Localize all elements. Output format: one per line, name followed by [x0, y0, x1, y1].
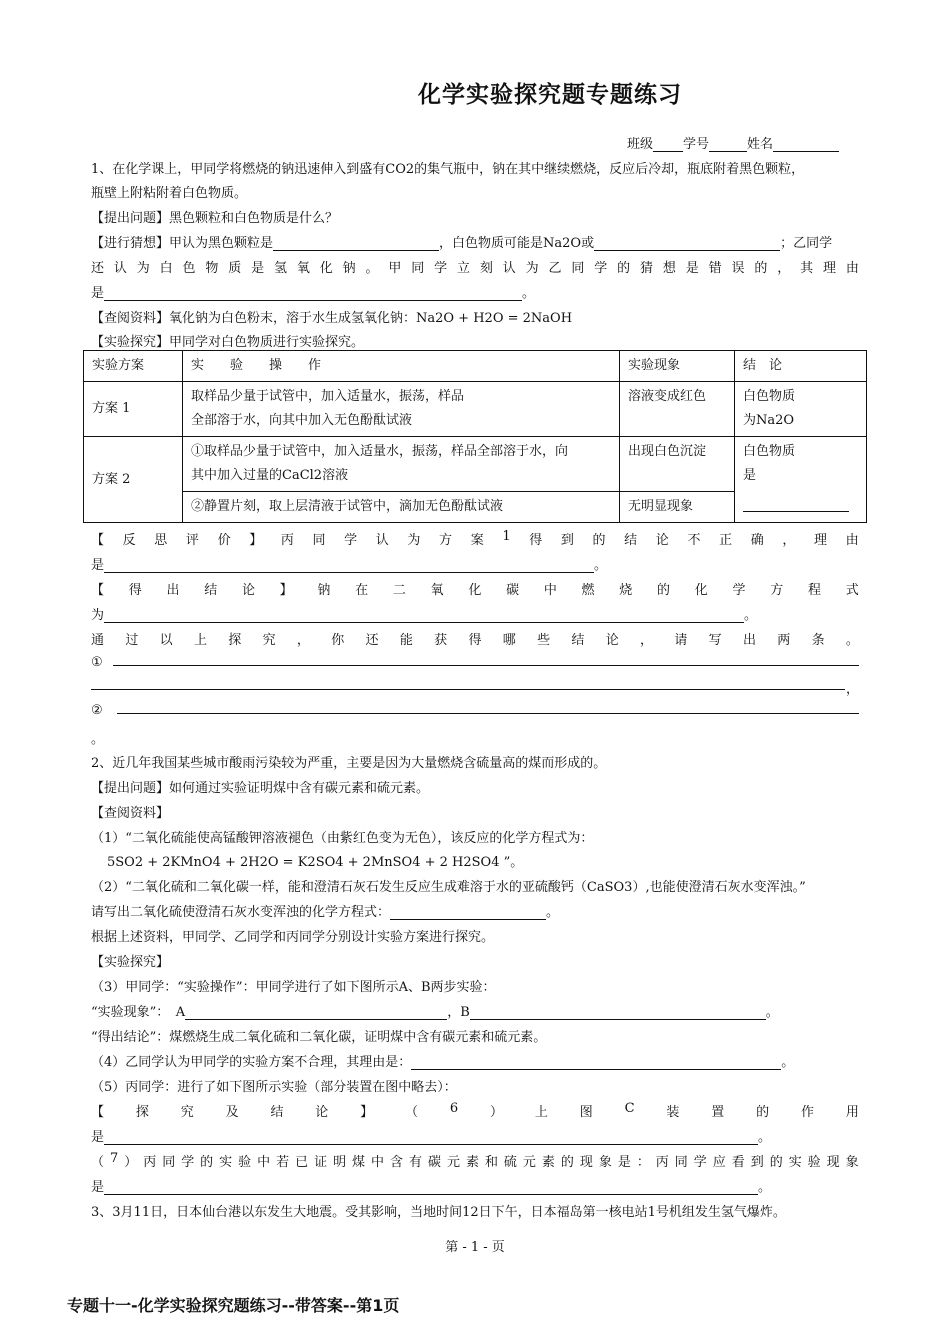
item2-end: 。 [91, 732, 105, 747]
justified-char: 误 [731, 261, 745, 276]
justified-char: 结 [571, 633, 585, 648]
justified-char: 元 [522, 1155, 536, 1170]
justified-char: 得 [128, 583, 142, 598]
justified-char: 含 [390, 1155, 404, 1170]
justified-char: 在 [355, 583, 369, 598]
plan1-operation [183, 382, 620, 437]
justified-char: 学 [434, 261, 448, 276]
justified-char: ： [636, 1155, 650, 1170]
s6-prefix: 是 [91, 1130, 105, 1145]
justified-char: 。 [845, 633, 859, 648]
plan2-op1-line2: 其中加入过量的CaCl2溶液 [191, 468, 349, 483]
info2b-blank[interactable] [390, 906, 546, 920]
s4-end: 。 [781, 1055, 795, 1070]
justified-char: 】 [249, 533, 263, 548]
justified-char: 论 [655, 533, 669, 548]
justified-char: 探 [135, 1105, 149, 1120]
q2-s3-phenomenon [91, 1001, 779, 1020]
justified-char: 些 [537, 633, 551, 648]
justified-char: 案 [470, 533, 484, 548]
justified-char: 的 [756, 1105, 770, 1120]
justified-char: 过 [125, 633, 139, 648]
justified-char: 验 [807, 1155, 821, 1170]
table-row-plan2a [84, 437, 867, 492]
justified-char: 通 [91, 633, 105, 648]
guess-blank-2[interactable] [594, 237, 780, 251]
q1-intro-line1: 1、在化学课上，甲同学将燃烧的钠迅速伸入到盛有CO2的集气瓶中，钠在其中继续燃烧，反应后冷却，瓶底附着黑色颗粒， [91, 162, 805, 177]
item2-blank[interactable] [117, 713, 859, 714]
q1-reflect-line2 [91, 554, 607, 573]
justified-char: 中 [543, 583, 557, 598]
justified-char: 素 [541, 1155, 555, 1170]
justified-char: 得 [468, 633, 482, 648]
justified-char: 由 [845, 533, 859, 548]
justified-char: 是 [617, 1155, 631, 1170]
info2b-text: 请写出二氧化硫使澄清石灰水变浑浊的化学方程式： [91, 905, 391, 920]
justified-char: 不 [687, 533, 701, 548]
justified-char: 同 [162, 1155, 176, 1170]
justified-char: 写 [708, 633, 722, 648]
justified-char: 理 [814, 533, 828, 548]
justified-char: 实 [788, 1155, 802, 1170]
justified-char: ， [777, 261, 791, 276]
page-number: 第 - 1 - 页 [445, 1240, 505, 1255]
justified-char: 的 [617, 261, 631, 276]
plan1-name: 方案 1 [84, 382, 183, 437]
justified-char: 式 [845, 583, 859, 598]
justified-char: 。 [365, 261, 379, 276]
guess-text-a: 【进行猜想】甲认为黑色颗粒是 [91, 236, 274, 251]
justified-char: 【 [91, 533, 105, 548]
class-blank[interactable] [653, 138, 683, 152]
justified-char: 探 [228, 633, 242, 648]
justified-char: 烧 [619, 583, 633, 598]
justified-char: 【 [91, 1105, 105, 1120]
q2-s3: （3）甲同学：“实验操作”：甲同学进行了如下图所示A、B两步实验： [91, 980, 496, 995]
justified-char: 到 [560, 533, 574, 548]
s7-end: 。 [758, 1180, 772, 1195]
justified-char: 学 [344, 533, 358, 548]
justified-char: 碳 [427, 1155, 441, 1170]
header-phenomenon: 实验现象 [620, 351, 735, 382]
justified-char: 学 [693, 1155, 707, 1170]
s7-blank[interactable] [104, 1181, 758, 1195]
item1-blank-2[interactable] [91, 689, 845, 690]
q1-guess-line1 [91, 232, 832, 251]
guess-blank-1[interactable] [273, 237, 439, 251]
justified-char: ） [124, 1155, 138, 1170]
justified-char: 已 [295, 1155, 309, 1170]
justified-char: 其 [800, 261, 814, 276]
document-caption: 专题十一-化学实验探究题练习--带答案--第1页 [67, 1296, 400, 1315]
reflect-end: 。 [594, 558, 608, 573]
justified-char: 是 [685, 261, 699, 276]
justified-char: 思 [154, 533, 168, 548]
justified-char: 学 [181, 1155, 195, 1170]
guess-text-c: ；乙同学 [780, 236, 833, 251]
justified-char: 现 [579, 1155, 593, 1170]
justified-char: 6 [449, 1101, 459, 1116]
justified-char: 同 [312, 533, 326, 548]
justified-char: 丙 [143, 1155, 157, 1170]
justified-char: 究 [262, 633, 276, 648]
justified-char: 丙 [280, 533, 294, 548]
justified-char: 氧 [430, 583, 444, 598]
justified-char: 证 [314, 1155, 328, 1170]
q2-s3-conclusion: “得出结论”：煤燃烧生成二氧化硫和二氧化碳，证明煤中含有碳元素和硫元素。 [91, 1030, 547, 1045]
plan2-conclusion [735, 437, 867, 523]
conclude-blank[interactable] [104, 609, 744, 623]
justified-char: 应 [712, 1155, 726, 1170]
justified-char: 结 [204, 583, 218, 598]
plan1-op-line2: 全部溶于水，向其中加入无色酚酞试液 [191, 413, 413, 428]
q2-equation: 5SO2 + 2KMnO4 + 2H2O = K2SO4 + 2MnSO4 + 2 H2SO4 ”。 [107, 855, 524, 870]
justified-char: 方 [770, 583, 784, 598]
justified-char: 乙 [548, 261, 562, 276]
justified-char: 看 [731, 1155, 745, 1170]
s6-blank[interactable] [104, 1131, 758, 1145]
justified-char: 错 [708, 261, 722, 276]
item2-label: ② [91, 703, 103, 718]
justified-char: 论 [605, 633, 619, 648]
q1-info: 【查阅资料】氧化钠为白色粉末，溶于水生成氢氧化钠：Na2O + H2O = 2NaOH [91, 311, 573, 326]
justified-char: 正 [719, 533, 733, 548]
justified-char: 中 [371, 1155, 385, 1170]
justified-char: 究 [180, 1105, 194, 1120]
plan2-conc-prefix: 是 [743, 468, 757, 483]
justified-char: 和 [484, 1155, 498, 1170]
q2-intro: 2、近几年我国某些城市酸雨污染较为严重，主要是因为大量燃烧含硫量高的煤而形成的。 [91, 756, 607, 771]
q1-intro-line2: 瓶壁上附粘附着白色物质。 [91, 186, 248, 201]
justified-char: 的 [769, 1155, 783, 1170]
justified-char: 的 [560, 1155, 574, 1170]
justified-char: 反 [122, 533, 136, 548]
justified-char: 上 [193, 633, 207, 648]
justified-char: 是 [251, 261, 265, 276]
s4-text: （4）乙同学认为甲同学的实验方案不合理，其理由是： [91, 1055, 412, 1070]
justified-char: 认 [502, 261, 516, 276]
plan1-conclusion [735, 382, 867, 437]
plan2-conc-line2 [743, 464, 858, 512]
justified-char: 同 [674, 1155, 688, 1170]
justified-char: 装 [666, 1105, 680, 1120]
justified-char: 学 [594, 261, 608, 276]
justified-char: 现 [826, 1155, 840, 1170]
s3-blank-b[interactable] [470, 1006, 766, 1020]
item1-label: ① [91, 655, 103, 670]
justified-char: 得 [529, 533, 543, 548]
justified-char: 认 [113, 261, 127, 276]
plan2-operation1 [183, 437, 620, 492]
id-blank[interactable] [709, 138, 747, 152]
item1-end: ， [846, 682, 860, 697]
q2-info: 【查阅资料】 [91, 806, 170, 821]
justified-char: 同 [411, 261, 425, 276]
header-plan: 实验方案 [84, 351, 183, 382]
justified-char: 由 [845, 261, 859, 276]
justified-char: 质 [228, 261, 242, 276]
student-info-row [627, 133, 839, 152]
justified-char: 7 [109, 1151, 119, 1166]
s3-phen-end: 。 [765, 1005, 779, 1020]
q1-reflect-line1 [91, 529, 859, 548]
justified-char: ， [296, 633, 310, 648]
justified-char: （ [91, 1155, 105, 1170]
s6-end: 。 [758, 1130, 772, 1145]
justified-char: 若 [276, 1155, 290, 1170]
justified-char: 有 [409, 1155, 423, 1170]
justified-char: 立 [457, 261, 471, 276]
justified-char: 结 [624, 533, 638, 548]
q1-question: 【提出问题】黑色颗粒和白色物质是什么？ [91, 211, 339, 226]
justified-char: 二 [392, 583, 406, 598]
justified-char: 认 [375, 533, 389, 548]
q2-info2b [91, 901, 559, 920]
justified-char: 为 [407, 533, 421, 548]
reflect-prefix: 是 [91, 558, 105, 573]
guess-text-b: ，白色物质可能是Na2O或 [439, 236, 595, 251]
justified-char: 及 [225, 1105, 239, 1120]
justified-char: 白 [159, 261, 173, 276]
plan1-conc-line2: 为Na2O [743, 413, 795, 428]
justified-char: 图 [579, 1105, 593, 1120]
justified-char: 还 [91, 261, 105, 276]
justified-char: 结 [270, 1105, 284, 1120]
justified-char: 评 [185, 533, 199, 548]
justified-char: 两 [777, 633, 791, 648]
justified-char: 哪 [502, 633, 516, 648]
q2-s7-line2 [91, 1176, 771, 1195]
justified-char: 还 [365, 633, 379, 648]
justified-char: 同 [571, 261, 585, 276]
justified-char: 论 [241, 583, 255, 598]
guess-blank-3[interactable] [104, 287, 522, 301]
justified-char: 为 [525, 261, 539, 276]
table-header-row [84, 351, 867, 382]
q2-question: 【提出问题】如何通过实验证明煤中含有碳元素和硫元素。 [91, 781, 430, 796]
justified-char: ） [490, 1105, 504, 1120]
justified-char: 上 [534, 1105, 548, 1120]
q1-conclude-line2 [91, 604, 757, 623]
justified-char: 用 [845, 1105, 859, 1120]
justified-char: 验 [238, 1155, 252, 1170]
justified-char: 中 [257, 1155, 271, 1170]
justified-char: 燃 [581, 583, 595, 598]
plan2-phenomenon1: 出现白色沉淀 [620, 437, 735, 492]
justified-char: 化 [468, 583, 482, 598]
q1-explore: 【实验探究】甲同学对白色物质进行实验探究。 [91, 335, 365, 350]
plan1-op-line1: 取样品少量于试管中，加入适量水，振荡，样品 [191, 389, 465, 404]
s7-prefix: 是 [91, 1180, 105, 1195]
page-title: 化学实验探究题专题练习 [418, 82, 682, 108]
header-operation: 实 验 操 作 [183, 351, 620, 382]
plan2-operation2: ②静置片刻，取上层清液于试管中，滴加无色酚酞试液 [183, 492, 620, 523]
justified-char: 获 [434, 633, 448, 648]
s4-blank[interactable] [411, 1056, 781, 1070]
justified-char: 方 [439, 533, 453, 548]
justified-char: 能 [399, 633, 413, 648]
justified-char: 元 [446, 1155, 460, 1170]
plan2-op1-line1: ①取样品少量于试管中，加入适量水，振荡，样品全部溶于水，向 [191, 444, 569, 459]
plan2-conc-line1: 白色物质 [743, 444, 796, 459]
q2-explore: 【实验探究】 [91, 955, 170, 970]
justified-char: 煤 [352, 1155, 366, 1170]
justified-char: 条 [811, 633, 825, 648]
s3-phen-a: “实验现象”： A [91, 1005, 186, 1020]
justified-char: 的 [754, 261, 768, 276]
justified-char: 刻 [479, 261, 493, 276]
justified-char: 价 [217, 533, 231, 548]
q2-s7-line1 [91, 1151, 859, 1170]
justified-char: 甲 [388, 261, 402, 276]
justified-char: 程 [807, 583, 821, 598]
justified-char: C [624, 1101, 635, 1116]
justified-char: 钠 [342, 261, 356, 276]
justified-char: 以 [159, 633, 173, 648]
plan2-conc-blank[interactable] [743, 498, 849, 512]
justified-char: 氢 [274, 261, 288, 276]
justified-char: 猜 [640, 261, 654, 276]
q2-info1: （1）“二氧化硫能使高锰酸钾溶液褪色（由紫红色变为无色），该反应的化学方程式为： [91, 831, 594, 846]
reflect-blank[interactable] [104, 559, 594, 573]
justified-char: 论 [315, 1105, 329, 1120]
justified-char: 出 [742, 633, 756, 648]
item1-blank[interactable] [113, 665, 859, 666]
q2-s4 [91, 1051, 794, 1070]
justified-char: 到 [750, 1155, 764, 1170]
justified-char: 确 [750, 533, 764, 548]
justified-char: 置 [711, 1105, 725, 1120]
justified-char: （ [405, 1105, 419, 1120]
justified-char: 的 [592, 533, 606, 548]
justified-char: 硫 [503, 1155, 517, 1170]
justified-char: 请 [674, 633, 688, 648]
conclude-end: 。 [744, 608, 758, 623]
plan2-name: 方案 2 [84, 437, 183, 523]
q2-plan: 根据上述资料，甲同学、乙同学和丙同学分别设计实验方案进行探究。 [91, 930, 495, 945]
q2-info2: （2）“二氧化硫和二氧化碳一样，能和澄清石灰石发生反应生成难溶于水的亚硫酸钙（CaSO3）,也能使澄清石灰水变浑浊。” [91, 880, 806, 895]
justified-char: 的 [200, 1155, 214, 1170]
q2-s5: （5）丙同学：进行了如下图所示实验（部分装置在图中略去）： [91, 1080, 457, 1095]
justified-char: ， [782, 533, 796, 548]
justified-char: 1 [502, 529, 511, 544]
info2b-end: 。 [546, 905, 560, 920]
conclude-prefix: 为 [91, 608, 105, 623]
justified-char: 理 [823, 261, 837, 276]
q1-more-line [91, 629, 859, 648]
plan1-phenomenon: 溶液变成红色 [620, 382, 735, 437]
justified-char: 氧 [296, 261, 310, 276]
justified-char: 碳 [506, 583, 520, 598]
s3-blank-a[interactable] [185, 1006, 447, 1020]
justified-char: 钠 [317, 583, 331, 598]
justified-char: 象 [598, 1155, 612, 1170]
justified-char: 想 [662, 261, 676, 276]
plan2-phenomenon2: 无明显现象 [620, 492, 735, 523]
justified-char: 实 [219, 1155, 233, 1170]
class-label: 班级 [627, 137, 654, 152]
justified-char: 丙 [655, 1155, 669, 1170]
justified-char: 】 [279, 583, 293, 598]
id-label: 学号 [683, 137, 710, 152]
q1-conclude-line1 [91, 579, 859, 598]
name-label: 姓名 [747, 137, 774, 152]
table-row-plan1 [84, 382, 867, 437]
justified-char: 为 [136, 261, 150, 276]
q2-s6-line1 [91, 1101, 859, 1120]
justified-char: 出 [166, 583, 180, 598]
justified-char: ， [640, 633, 654, 648]
justified-char: 素 [465, 1155, 479, 1170]
justified-char: 明 [333, 1155, 347, 1170]
justified-char: 【 [91, 583, 105, 598]
name-blank[interactable] [773, 138, 839, 152]
experiment-table [83, 350, 867, 523]
guess-l3-end: 。 [522, 286, 536, 301]
guess-l3-text: 是 [91, 286, 105, 301]
justified-char: 化 [319, 261, 333, 276]
s3-phen-b: ，B [447, 1005, 470, 1020]
justified-char: 象 [845, 1155, 859, 1170]
justified-char: 】 [360, 1105, 374, 1120]
justified-char: 的 [657, 583, 671, 598]
q2-s6-line2 [91, 1126, 771, 1145]
q1-guess-line3 [91, 282, 535, 301]
justified-char: 色 [182, 261, 196, 276]
justified-char: 作 [800, 1105, 814, 1120]
q1-guess-line2 [91, 257, 859, 276]
justified-char: 学 [732, 583, 746, 598]
header-conclusion: 结 论 [735, 351, 867, 382]
plan1-conc-line1: 白色物质 [743, 389, 796, 404]
justified-char: 你 [331, 633, 345, 648]
justified-char: 化 [694, 583, 708, 598]
justified-char: 物 [205, 261, 219, 276]
q3-intro: 3、3月11日，日本仙台港以东发生大地震。受其影响，当地时间12日下午，日本福岛第一核电站1号机组发生氢气爆炸。 [91, 1205, 786, 1220]
